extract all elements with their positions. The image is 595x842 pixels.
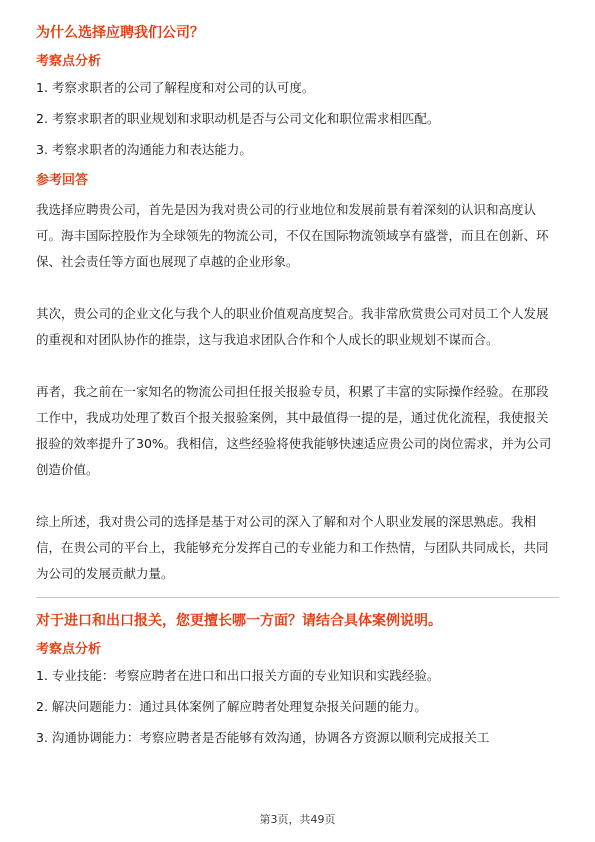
q2-analysis-point-1: 1. 专业技能：考察应聘者在进口和出口报关方面的专业知识和实践经验。 [36,668,440,683]
q1-answer-paragraph-2: 其次，贵公司的企业文化与我个人的职业价值观高度契合。我非常欣赏贵公司对员工个人发展的重视和对团队协作的推崇，这与我追求团队合作和个人成长的职业规划不谋而合。 [36,306,549,347]
question-1-section [36,22,559,587]
q2-analysis-point-3: 3. 沟通协调能力：考察应聘者是否能够有效沟通，协调各方资源以顺利完成报关工 [36,730,490,745]
q1-answer-paragraph-4: 综上所述，我对贵公司的选择是基于对公司的深入了解和对个人职业发展的深思熟虑。我相信，在贵公司的平台上，我能够充分发挥自己的专业能力和工作热情，与团队共同成长，共同为公司的发展贡献力量。 [36,514,549,581]
q1-analysis-point-2: 2. 考察求职者的职业规划和求职动机是否与公司文化和职位需求相匹配。 [36,111,440,126]
page-number-footer: 第3页，共49页 [259,813,336,826]
question-2-section [36,610,559,747]
paragraph-gap [36,483,559,509]
q1-answer-heading: 参考回答 [36,173,89,188]
q1-analysis-point-1: 1. 考察求职者的公司了解程度和对公司的认可度。 [36,80,315,95]
page-content [36,22,559,759]
q1-analysis-heading: 考察点分析 [36,54,102,69]
question-2-title: 对于进口和出口报关，您更擅长哪一方面？请结合具体案例说明。 [36,613,442,629]
section-divider [36,597,559,598]
paragraph-gap [36,275,559,301]
q2-analysis-heading: 考察点分析 [36,642,102,657]
question-1-title: 为什么选择应聘我们公司？ [36,25,204,41]
q1-answer-paragraph-3: 再者，我之前在一家知名的物流公司担任报关报验专员，积累了丰富的实际操作经验。在那段工作中，我成功处理了数百个报关报验案例，其中最值得一提的是，通过优化流程，我使报关报验的效率提升了30%。我相信，这些经验将使我能够快速适应贵公司的岗位需求，并为公司创造价值。 [36,384,552,477]
q1-analysis-point-3: 3. 考察求职者的沟通能力和表达能力。 [36,142,252,157]
paragraph-gap [36,353,559,379]
q2-analysis-point-2: 2. 解决问题能力：通过具体案例了解应聘者处理复杂报关问题的能力。 [36,699,427,714]
q1-answer-paragraph-1: 我选择应聘贵公司，首先是因为我对贵公司的行业地位和发展前景有着深刻的认识和高度认可。海丰国际控股作为全球领先的物流公司，不仅在国际物流领域享有盛誉，而且在创新、环保、社会责任等方面也展现了卓越的企业形象。 [36,202,549,269]
